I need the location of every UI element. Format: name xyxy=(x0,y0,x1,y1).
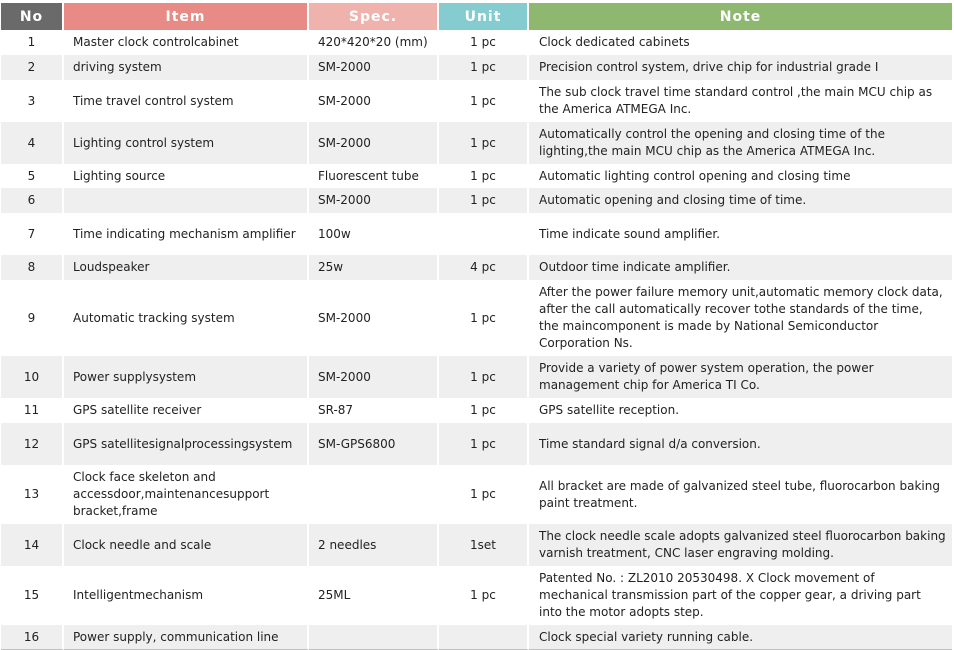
cell-item: Clock needle and scale xyxy=(64,524,309,566)
cell-no: 1 xyxy=(1,30,64,55)
cell-note: The clock needle scale adopts galvanized steel fluorocarbon baking varnish treatment, CNC laser engraving molding. xyxy=(529,524,952,566)
cell-spec: SM-2000 xyxy=(309,55,439,80)
cell-note: Automatic opening and closing time of time. xyxy=(529,188,952,213)
header-no: No xyxy=(1,3,64,30)
cell-spec: SM-2000 xyxy=(309,122,439,164)
cell-item: Power supplysystem xyxy=(64,356,309,398)
table-row xyxy=(1,164,952,188)
header-spec: Spec. xyxy=(309,3,439,30)
equipment-table xyxy=(1,3,952,650)
cell-item: Lighting source xyxy=(64,164,309,188)
cell-note: Clock special variety running cable. xyxy=(529,625,952,650)
cell-item: Master clock controlcabinet xyxy=(64,30,309,55)
cell-unit: 1 pc xyxy=(439,280,529,356)
cell-note: Time standard signal d/a conversion. xyxy=(529,423,952,465)
cell-spec: SM-GPS6800 xyxy=(309,423,439,465)
cell-unit: 1 pc xyxy=(439,55,529,80)
header-row xyxy=(1,3,952,30)
table-row xyxy=(1,423,952,465)
cell-note: Outdoor time indicate amplifier. xyxy=(529,255,952,280)
cell-item: GPS satellitesignalprocessingsystem xyxy=(64,423,309,465)
cell-unit: 1 pc xyxy=(439,30,529,55)
cell-unit: 1 pc xyxy=(439,122,529,164)
cell-unit: 1 pc xyxy=(439,188,529,213)
cell-no: 13 xyxy=(1,465,64,524)
cell-spec: SR-87 xyxy=(309,398,439,423)
cell-unit: 1 pc xyxy=(439,566,529,625)
cell-item: Lighting control system xyxy=(64,122,309,164)
cell-item: Time travel control system xyxy=(64,80,309,122)
cell-unit xyxy=(439,213,529,255)
cell-spec: 420*420*20 (mm) xyxy=(309,30,439,55)
cell-spec: 25ML xyxy=(309,566,439,625)
cell-item: GPS satellite receiver xyxy=(64,398,309,423)
cell-item: Loudspeaker xyxy=(64,255,309,280)
cell-spec: SM-2000 xyxy=(309,80,439,122)
cell-no: 9 xyxy=(1,280,64,356)
cell-item xyxy=(64,188,309,213)
table-row xyxy=(1,122,952,164)
cell-note: All bracket are made of galvanized steel tube, fluorocarbon baking paint treatment. xyxy=(529,465,952,524)
cell-no: 12 xyxy=(1,423,64,465)
cell-no: 6 xyxy=(1,188,64,213)
cell-spec: 100w xyxy=(309,213,439,255)
table-row xyxy=(1,398,952,423)
cell-unit: 1set xyxy=(439,524,529,566)
table-row xyxy=(1,30,952,55)
table-row xyxy=(1,625,952,650)
table-row xyxy=(1,524,952,566)
cell-spec: SM-2000 xyxy=(309,280,439,356)
cell-unit xyxy=(439,625,529,650)
cell-note: Clock dedicated cabinets xyxy=(529,30,952,55)
header-item: Item xyxy=(64,3,309,30)
cell-spec: 25w xyxy=(309,255,439,280)
cell-item: Time indicating mechanism amplifier xyxy=(64,213,309,255)
cell-note: Time indicate sound amplifier. xyxy=(529,213,952,255)
table-row xyxy=(1,255,952,280)
cell-unit: 1 pc xyxy=(439,398,529,423)
cell-unit: 4 pc xyxy=(439,255,529,280)
table-row xyxy=(1,356,952,398)
cell-item: Power supply, communication line xyxy=(64,625,309,650)
cell-item: driving system xyxy=(64,55,309,80)
cell-no: 10 xyxy=(1,356,64,398)
table-row xyxy=(1,188,952,213)
table-row xyxy=(1,566,952,625)
cell-spec: Fluorescent tube xyxy=(309,164,439,188)
cell-no: 3 xyxy=(1,80,64,122)
cell-note: After the power failure memory unit,automatic memory clock data, after the call automatically recover tothe standards of the time, the maincomponent is made by National Semiconductor Corporation Ns. xyxy=(529,280,952,356)
cell-item: Intelligentmechanism xyxy=(64,566,309,625)
table-row xyxy=(1,80,952,122)
table-row xyxy=(1,280,952,356)
cell-unit: 1 pc xyxy=(439,465,529,524)
cell-no: 7 xyxy=(1,213,64,255)
header-note: Note xyxy=(529,3,952,30)
table-row xyxy=(1,213,952,255)
cell-unit: 1 pc xyxy=(439,164,529,188)
cell-item: Clock face skeleton and accessdoor,maintenancesupport bracket,frame xyxy=(64,465,309,524)
cell-no: 8 xyxy=(1,255,64,280)
cell-no: 16 xyxy=(1,625,64,650)
cell-unit: 1 pc xyxy=(439,80,529,122)
cell-spec: 2 needles xyxy=(309,524,439,566)
cell-unit: 1 pc xyxy=(439,356,529,398)
cell-no: 15 xyxy=(1,566,64,625)
cell-unit: 1 pc xyxy=(439,423,529,465)
table-row xyxy=(1,55,952,80)
cell-item: Automatic tracking system xyxy=(64,280,309,356)
cell-spec xyxy=(309,465,439,524)
table-row xyxy=(1,465,952,524)
cell-note: Automatic lighting control opening and closing time xyxy=(529,164,952,188)
cell-note: Automatically control the opening and closing time of the lighting,the main MCU chip as the America ATMEGA Inc. xyxy=(529,122,952,164)
cell-no: 2 xyxy=(1,55,64,80)
cell-note: GPS satellite reception. xyxy=(529,398,952,423)
cell-note: The sub clock travel time standard control ,the main MCU chip as the America ATMEGA Inc. xyxy=(529,80,952,122)
cell-spec: SM-2000 xyxy=(309,356,439,398)
cell-note: Patented No. : ZL2010 20530498. X Clock movement of mechanical transmission part of the copper gear, a driving part into the motor adopts step. xyxy=(529,566,952,625)
cell-no: 11 xyxy=(1,398,64,423)
cell-note: Provide a variety of power system operation, the power management chip for America TI Co. xyxy=(529,356,952,398)
cell-spec: SM-2000 xyxy=(309,188,439,213)
cell-no: 14 xyxy=(1,524,64,566)
cell-no: 5 xyxy=(1,164,64,188)
header-unit: Unit xyxy=(439,3,529,30)
cell-note: Precision control system, drive chip for industrial grade I xyxy=(529,55,952,80)
cell-no: 4 xyxy=(1,122,64,164)
cell-spec xyxy=(309,625,439,650)
